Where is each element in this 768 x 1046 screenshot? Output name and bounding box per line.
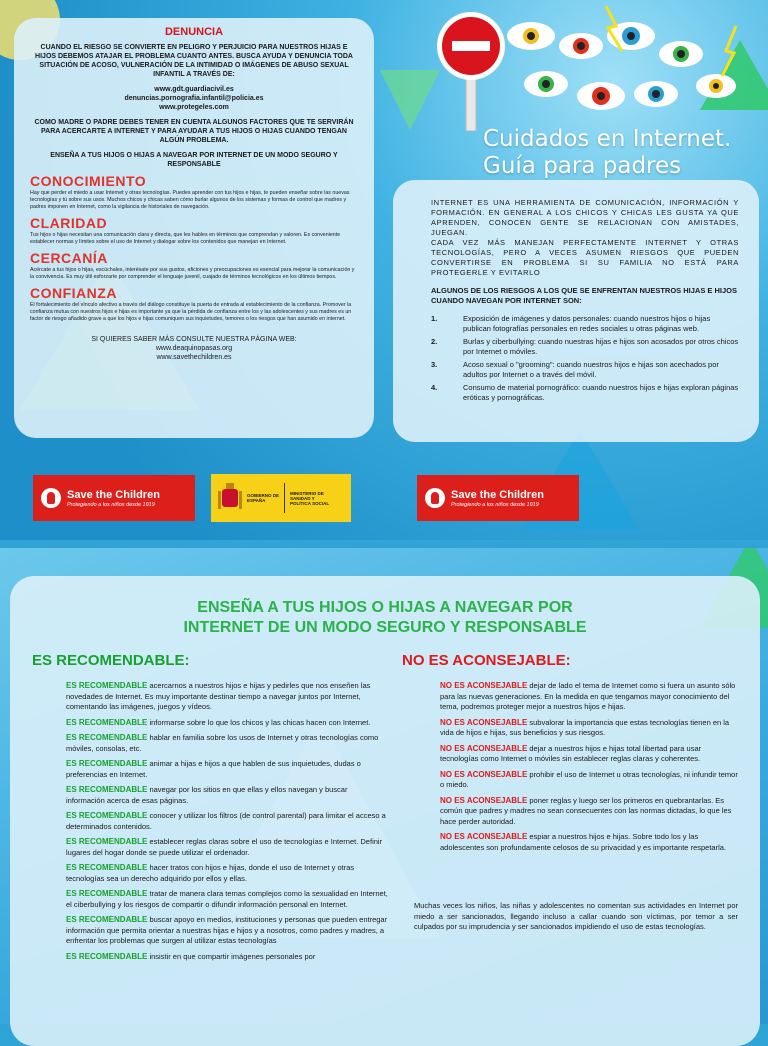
gobierno-logo (211, 474, 351, 522)
norec-text: prohibir el uso de Internet u otras tecnologías, ni infundir temor o miedo. (440, 769, 738, 789)
list-item (440, 744, 738, 765)
rec-text: hacer tratos con hijos e hijas, donde el uso de Internet y otras tecnologías sea un derecho adquirido por ellos y ellas. (66, 863, 355, 883)
not-advised-column (400, 652, 760, 967)
rec-text: informarse sobre lo que los chicos y las chicas hacen con Internet. (149, 717, 371, 727)
rec-text: navegar por los sitios en que ellas y ellos navegan y buscar información acerca de esas páginas. (66, 785, 348, 805)
cover-title (483, 126, 731, 180)
stc-tagline: Protegiendo a los niños desde 1919 (67, 501, 155, 508)
link-deaquinopasas[interactable]: www.deaquinopasas.org (155, 345, 233, 352)
factor-text-claridad: Tus hijos o hijas necesitan una comunicación clara y directa, que les hables en términos que comprendan y valoren. Es conveniente establecer normas y límites sobre el uso de Internet y dialogar sobre los contenidos que manejan en Internet. (30, 232, 341, 245)
link-protegeles[interactable]: www.protegeles.com (159, 104, 229, 111)
norec-text: poner reglas y luego ser los primeros en quebrantarlas. Es común que padres y madres no sean consecuentes con las normas dictadas, lo que les hace perder autoridad. (440, 795, 732, 826)
risk-number: 1. (431, 314, 438, 323)
rec-text: hablar en familia sobre los usos de Internet y otras tecnologías como móviles, consolas, etc. (66, 733, 379, 753)
norec-tag: NO ES ACONSEJABLE (440, 769, 528, 779)
norec-text: subvalorar la importancia que estas tecnologías tienen en la vida de hijos e hijas, sus beneficios y sus riesgos. (440, 717, 730, 737)
rec-tag: ES RECOMENDABLE (66, 717, 148, 727)
more-info-label: SI QUIERES SABER MÁS CONSULTE NUESTRA PÁGINA WEB: (91, 336, 297, 343)
recommended-list (32, 681, 400, 962)
norec-tag: NO ES ACONSEJABLE (440, 795, 528, 805)
intro-text-2: CADA VEZ MÁS MANEJAN PERFECTAMENTE INTERNET Y OTRAS TECNOLOGÍAS, PERO A VECES ASUMEN RIESGOS QUE PUEDEN CONVERTIRSE EN PROBLEMA SI SU FAMILIA NO ESTÁ PARA PROTEGERLE Y EVITARLO (431, 238, 739, 277)
denuncia-links (30, 85, 358, 112)
risk-number: 2. (431, 337, 438, 346)
list-item (66, 863, 388, 884)
list-item (440, 718, 738, 739)
list-item (66, 915, 388, 947)
gov-left-text: GOBIERNO DE ESPAÑA (247, 493, 280, 503)
save-the-children-logo (33, 475, 195, 521)
norec-text: dejar a nuestros hijos e hijas total libertad para usar tecnologías como Internet o móviles sin establecer reglas claras y coherentes. (440, 743, 702, 763)
rec-tag: ES RECOMENDABLE (66, 915, 148, 924)
list-item (431, 337, 739, 357)
intro-panel (393, 180, 759, 442)
rec-tag: ES RECOMENDABLE (66, 811, 148, 820)
risks-list (431, 314, 739, 403)
rec-tag: ES RECOMENDABLE (66, 889, 148, 898)
norec-text: espiar a nuestros hijos e hijas. Sobre todo los y las adolescentes son profundamente celosos de su privacidad y es importante respetarla. (440, 832, 726, 852)
rec-tag: ES RECOMENDABLE (66, 733, 148, 742)
guide-panel (10, 576, 760, 1046)
list-item (66, 811, 388, 832)
child-icon (41, 488, 61, 508)
decor-triangle (380, 70, 440, 130)
factor-section (30, 173, 358, 323)
list-item (66, 759, 388, 780)
factor-title-conocimiento: CONOCIMIENTO (30, 173, 147, 189)
denuncia-panel (14, 18, 374, 438)
gov-separator (284, 483, 285, 513)
child-icon (425, 488, 445, 508)
rec-tag: ES RECOMENDABLE (66, 837, 148, 846)
stop-eyes-illustration (436, 6, 756, 131)
not-advised-list (400, 681, 738, 853)
guide-columns (10, 652, 760, 967)
norec-tag: NO ES ACONSEJABLE (440, 832, 528, 841)
norec-tag: NO ES ACONSEJABLE (440, 743, 528, 753)
list-item (440, 681, 738, 713)
norec-text: dejar de lado el tema de Internet como si fuera un asunto sólo para las nuevas generaciones. En la medida en que tengamos mayor conocimiento del tema, podremos proteger mejor a nuestros hijos e hijas. (440, 681, 736, 711)
list-item (66, 681, 388, 713)
list-item (66, 785, 388, 806)
risk-text: Acoso sexual o "grooming": cuando nuestros hijos e hijas son acechados por adultos por Internet o a través del móvil. (463, 360, 719, 379)
risk-text: Consumo de material pornográfico: cuando nuestros hijos e hijas exploran páginas eróticas y pornográficas. (463, 383, 739, 402)
list-item (431, 383, 739, 403)
rec-text: buscar apoyo en medios, instituciones y personas que pueden entregar información que permita orientar a nuestras hijas e hijos y a nosotros, como padres y madres, a enfrentar los problemas que surgen al utilizar estas tecnologías (66, 915, 388, 945)
list-item (440, 796, 738, 828)
factor-text-confianza: El fortalecimiento del vínculo afectivo a través del diálogo constituye la puerta de entrada al establecimiento de la confianza. Promover la confianza mutua con nuestros hijos e hijas es importante ya que la pérdida de confianza entre los y las adolescentes y sus madres es un factor de riesgo añadido grave a que los hijos e hijas comuniquen sus inquietudes, temores o los riesgos que han asumido en internet. (30, 302, 352, 322)
factor-title-claridad: CLARIDAD (30, 215, 108, 231)
rec-text: acercarnos a nuestros hijos e hijas y pedirles que nos enseñen las novedades de Internet. Es muy importante destinar tiempo a navegar juntos por Internet, comentando las imágenes, juegos y vídeos. (66, 681, 371, 711)
more-info (30, 335, 358, 362)
not-advised-heading: NO ES ACONSEJABLE: (402, 652, 571, 669)
factor-text-conocimiento: Hay que perder el miedo a usar Internet y otras tecnologías. Puedes aprender con tus hijos e hijas, te pueden enseñar sobre las nuevas tecnologías y tú sobre sus usos. Muchos chicos y chicas saben cómo burlar algunos de los sistemas y formas de control que madres y padres imponen en Internet, como la vigilancia de historiales de navegación. (30, 190, 350, 210)
rec-tag: ES RECOMENDABLE (66, 863, 148, 872)
list-item (66, 733, 388, 754)
stc-name: Save the Children (67, 488, 160, 501)
list-item (431, 314, 739, 334)
closing-note: Muchas veces los niños, las niñas y adolescentes no comentan sus actividades en Internet por miedo a ser sancionados, llegando incluso a callar cuando son víctimas, por temor a ser culpados por su imprudencia y ser sancionados impidiendo el uso de estas tecnologías. (414, 901, 738, 931)
factor-title-confianza: CONFIANZA (30, 285, 117, 301)
rec-tag: ES RECOMENDABLE (66, 951, 148, 961)
factor-title-cercania: CERCANÍA (30, 250, 108, 266)
list-item (66, 889, 388, 910)
list-item (66, 718, 388, 729)
recommended-column (10, 652, 400, 967)
guide-title-line2: INTERNET DE UN MODO SEGURO Y RESPONSABLE (183, 619, 587, 636)
list-item (66, 837, 388, 858)
guide-title (10, 598, 760, 638)
stc-tagline: Protegiendo a los niños desde 1919 (451, 501, 539, 508)
rec-text: insistir en que compartir imágenes personales por (149, 951, 316, 961)
intro-text-1: INTERNET ES UNA HERRAMIENTA DE COMUNICACIÓN, INFORMACIÓN Y FORMACIÓN. EN GENERAL A LOS CHICOS Y CHICAS LES GUSTA YA QUE APRENDEN, CONOCEN GENTE SE RELACIONAN CON AMISTADES, JUEGAN. (431, 198, 739, 237)
rec-text: establecer reglas claras sobre el uso de tecnologías e Internet. Definir lugares del hogar donde se puede utilizar el ordenador. (66, 837, 383, 857)
rec-tag: ES RECOMENDABLE (66, 785, 148, 794)
risk-number: 3. (431, 360, 438, 369)
guide-title-line1: ENSEÑA A TUS HIJOS O HIJAS A NAVEGAR POR (197, 599, 573, 616)
gov-right-text: MINISTERIO DE SANIDAD Y POLÍTICA SOCIAL (290, 490, 330, 506)
list-item (440, 832, 738, 853)
rec-tag: ES RECOMENDABLE (66, 759, 148, 768)
coat-of-arms-icon (217, 481, 243, 515)
teach-note: ENSEÑA A TUS HIJOS O HIJAS A NAVEGAR POR INTERNET DE UN MODO SEGURO Y RESPONSABLE (50, 152, 338, 168)
recommended-heading: ES RECOMENDABLE: (32, 652, 190, 669)
risks-title: ALGUNOS DE LOS RIESGOS A LOS QUE SE ENFRENTAN NUESTROS HIJAS E HIJOS CUANDO NAVEGAN POR INTERNET SON: (431, 286, 738, 305)
list-item (66, 952, 388, 963)
save-the-children-logo-2 (417, 475, 579, 521)
cover-title-line1: Cuidados en Internet. (483, 126, 732, 152)
risk-number: 4. (431, 383, 438, 392)
risk-text: Burlas y ciberbullying: cuando nuestras hijas e hijos son acosados por otros chicos por Internet o móviles. (463, 337, 739, 356)
denuncia-title: DENUNCIA (164, 26, 224, 38)
rec-text: animar a hijas e hijos a que hablen de sus inquietudes, dudas o preferencias en Internet. (66, 759, 361, 779)
link-savethechildren[interactable]: www.savethechildren.es (156, 354, 232, 361)
rec-tag: ES RECOMENDABLE (66, 681, 148, 690)
list-item (431, 360, 739, 380)
denuncia-text: CUANDO EL RIESGO SE CONVIERTE EN PELIGRO Y PERJUICIO PARA NUESTROS HIJAS E HIJOS DEBEMOS ATAJAR EL PROBLEMA CUANTO ANTES. BUSCA AYUDA Y DENUNCIA TODA SITUACIÓN DE ACOSO, VULNERACIÓN DE LA INTIMIDAD O IMÁGENES DE ABUSO SEXUAL INFANTIL A TRAVÉS DE: (35, 44, 353, 78)
norec-tag: NO ES ACONSEJABLE (440, 681, 528, 690)
link-policia[interactable]: denuncias.pornografia.infantil@policia.es (124, 95, 264, 102)
list-item (440, 770, 738, 791)
norec-tag: NO ES ACONSEJABLE (440, 717, 528, 727)
stc-name: Save the Children (451, 488, 544, 501)
cover-title-line2: Guía para padres (483, 153, 682, 179)
factors-intro: COMO MADRE O PADRE DEBES TENER EN CUENTA ALGUNOS FACTORES QUE TE SERVIRÁN PARA ACERCARTE A INTERNET Y PARA AYUDAR A TUS HIJOS O HIJAS CUANDO TENGAN ALGÚN PROBLEMA. (34, 119, 354, 144)
factor-text-cercania: Acércate a tus hijos o hijas, escúchales, interésate por sus gustos, aficiones y preocupaciones es esencial para mejorar la comunicación y la convivencia. Es muy útil esforzarte por comprender el lenguaje juvenil, cuajado de términos tecnológicos en los últimos tiempos. (30, 267, 355, 280)
rec-text: tratar de manera clara temas complejos como la sexualidad en Internet, el ciberbullying y los riesgos de compartir o difundir información personal en Internet. (66, 889, 388, 909)
rec-text: conocer y utilizar los filtros (de control parental) para limitar el acceso a determinados contenidos. (66, 811, 386, 831)
risk-text: Exposición de imágenes y datos personales: cuando nuestros hijos o hijas publican fotografías personales en redes sociales u otras páginas web. (463, 314, 711, 333)
link-guardiacivil[interactable]: www.gdt.guardiacivil.es (154, 86, 234, 93)
